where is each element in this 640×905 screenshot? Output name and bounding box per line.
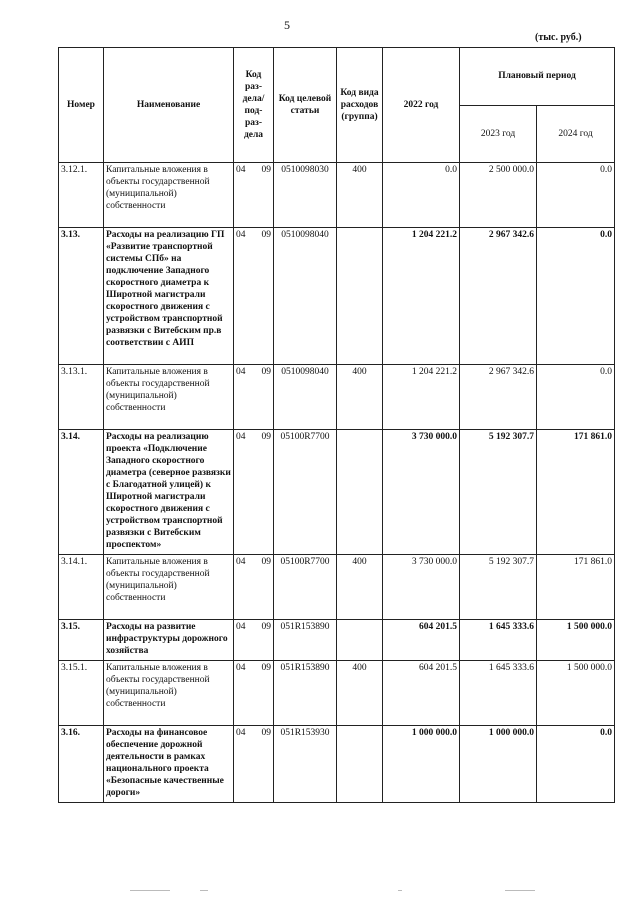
row-amount-2023: 5 192 307.7: [460, 555, 537, 620]
row-amount-2024: 0.0: [537, 726, 615, 803]
row-subsection-code: 09: [261, 432, 271, 442]
row-number: 3.15.: [59, 620, 104, 661]
row-section-code: 04: [236, 663, 246, 673]
row-amount-2022: 1 000 000.0: [383, 726, 460, 803]
row-section-code: 04: [236, 432, 246, 442]
table-row: [59, 620, 615, 661]
row-amount-2024: 0.0: [537, 228, 615, 365]
scan-mark: [398, 890, 402, 891]
row-amount-2023: 1 645 333.6: [460, 620, 537, 661]
row-section: [234, 661, 274, 726]
row-number: 3.13.1.: [59, 365, 104, 430]
table-row: [59, 555, 615, 620]
row-amount-2023: 2 500 000.0: [460, 163, 537, 228]
row-amount-2023: 2 967 342.6: [460, 365, 537, 430]
row-amount-2022: 604 201.5: [383, 661, 460, 726]
row-expense-type: [337, 726, 383, 803]
row-target-code: 051R153890: [274, 661, 337, 726]
table-row: [59, 726, 615, 803]
row-target-code: 05100R7700: [274, 430, 337, 555]
row-section-code: 04: [236, 367, 246, 377]
row-number: 3.13.: [59, 228, 104, 365]
row-amount-2024: 0.0: [537, 365, 615, 430]
scan-mark: [505, 890, 535, 891]
scan-footer-marks: [0, 890, 640, 900]
row-expense-type: [337, 228, 383, 365]
table-row: [59, 163, 615, 228]
row-section: [234, 228, 274, 365]
header-section-code: Код раз- дела/ под- раз- дела: [234, 48, 274, 163]
row-section: [234, 365, 274, 430]
scan-mark: [130, 890, 170, 891]
table-row: [59, 661, 615, 726]
row-target-code: 0510098040: [274, 365, 337, 430]
row-name: Капитальные вложения в объекты государственной (муниципальной) собственности: [104, 555, 234, 620]
header-year-2024: 2024 год: [537, 105, 615, 163]
row-amount-2023: 1 000 000.0: [460, 726, 537, 803]
row-subsection-code: 09: [261, 663, 271, 673]
header-target-code: Код целевой статьи: [274, 48, 337, 163]
row-expense-type: 400: [337, 365, 383, 430]
row-name: Капитальные вложения в объекты государственной (муниципальной) собственности: [104, 365, 234, 430]
row-amount-2023: 1 645 333.6: [460, 661, 537, 726]
table-row: [59, 365, 615, 430]
row-amount-2022: 1 204 221.2: [383, 365, 460, 430]
row-section-code: 04: [236, 557, 246, 567]
units-label: (тыс. руб.): [535, 32, 582, 43]
row-subsection-code: 09: [261, 165, 271, 175]
row-subsection-code: 09: [261, 230, 271, 240]
row-amount-2022: 0.0: [383, 163, 460, 228]
header-name: Наименование: [104, 48, 234, 163]
row-amount-2022: 3 730 000.0: [383, 430, 460, 555]
row-subsection-code: 09: [261, 367, 271, 377]
row-amount-2022: 3 730 000.0: [383, 555, 460, 620]
row-section-code: 04: [236, 728, 246, 738]
row-name: Капитальные вложения в объекты государственной (муниципальной) собственности: [104, 163, 234, 228]
row-amount-2024: 171 861.0: [537, 555, 615, 620]
header-year-2023: 2023 год: [460, 105, 537, 163]
row-expense-type: 400: [337, 555, 383, 620]
header-year-2022: 2022 год: [383, 48, 460, 163]
row-section: [234, 430, 274, 555]
row-subsection-code: 09: [261, 557, 271, 567]
row-amount-2024: 1 500 000.0: [537, 661, 615, 726]
row-amount-2023: 2 967 342.6: [460, 228, 537, 365]
row-amount-2022: 1 204 221.2: [383, 228, 460, 365]
row-expense-type: [337, 620, 383, 661]
scan-mark: [200, 890, 208, 891]
row-section: [234, 163, 274, 228]
row-name: Расходы на финансовое обеспечение дорожной деятельности в рамках национального проекта «Безопасные качественные дороги»: [104, 726, 234, 803]
row-amount-2023: 5 192 307.7: [460, 430, 537, 555]
header-plan-period: Плановый период: [460, 48, 615, 106]
row-expense-type: [337, 430, 383, 555]
row-subsection-code: 09: [261, 622, 271, 632]
row-number: 3.12.1.: [59, 163, 104, 228]
row-amount-2024: 171 861.0: [537, 430, 615, 555]
row-section: [234, 555, 274, 620]
row-name: Капитальные вложения в объекты государственной (муниципальной) собственности: [104, 661, 234, 726]
row-expense-type: 400: [337, 163, 383, 228]
budget-table: [58, 47, 615, 803]
row-number: 3.14.1.: [59, 555, 104, 620]
page-number: 5: [284, 18, 290, 32]
row-number: 3.14.: [59, 430, 104, 555]
table-row: [59, 430, 615, 555]
row-name: Расходы на развитие инфраструктуры дорожного хозяйства: [104, 620, 234, 661]
row-number: 3.15.1.: [59, 661, 104, 726]
header-number: Номер: [59, 48, 104, 163]
row-target-code: 051R153890: [274, 620, 337, 661]
row-amount-2024: 1 500 000.0: [537, 620, 615, 661]
row-number: 3.16.: [59, 726, 104, 803]
table-row: [59, 228, 615, 365]
row-target-code: 05100R7700: [274, 555, 337, 620]
row-section-code: 04: [236, 165, 246, 175]
row-name: Расходы на реализацию ГП «Развитие транспортной системы СПб» на подключение Западного скоростного диаметра к Широтной магистрали скоростного движения с устройством транспортной развязки с Витебским пр.в соответствии с АИП: [104, 228, 234, 365]
row-target-code: 0510098040: [274, 228, 337, 365]
row-section: [234, 726, 274, 803]
row-target-code: 0510098030: [274, 163, 337, 228]
row-name: Расходы на реализацию проекта «Подключение Западного скоростного диаметра (северное развязки с Благодатной улицей) к Широтной магистрали скоростного движения с устройством транспортной развязки с Витебским проспектом»: [104, 430, 234, 555]
row-section: [234, 620, 274, 661]
row-section-code: 04: [236, 230, 246, 240]
header-expense-type: Код вида расходов (группа): [337, 48, 383, 163]
row-target-code: 051R153930: [274, 726, 337, 803]
row-subsection-code: 09: [261, 728, 271, 738]
row-section-code: 04: [236, 622, 246, 632]
row-expense-type: 400: [337, 661, 383, 726]
row-amount-2024: 0.0: [537, 163, 615, 228]
row-amount-2022: 604 201.5: [383, 620, 460, 661]
